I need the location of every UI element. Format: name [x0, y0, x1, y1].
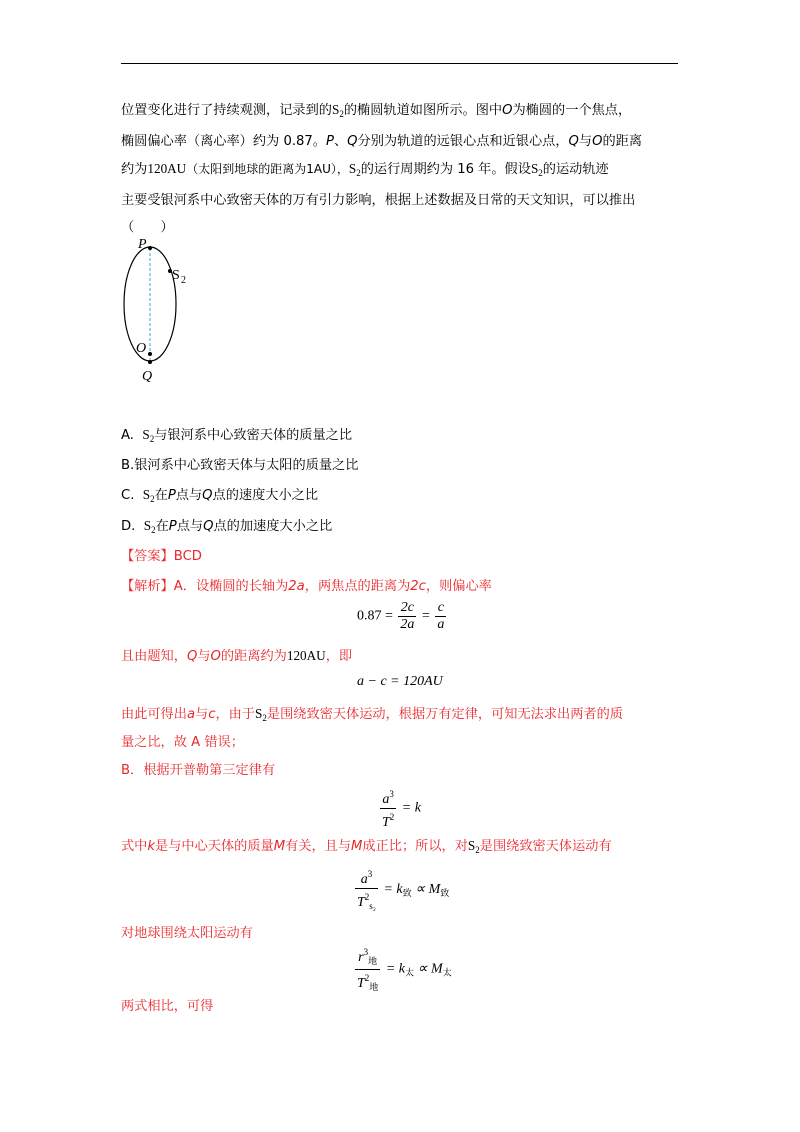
option-a[interactable]: A. $S_2$与银河系中心致密天体的质量之比	[121, 427, 353, 444]
analysis-line-6: 式中k是与中心天体的质量M有关，且与M成正比；所以，对$S_2$是围绕致密天体运动有	[121, 838, 612, 855]
option-c[interactable]: C. $S_2$在P点与Q点的速度大小之比	[121, 487, 319, 504]
question-line-1: 位置变化进行了持续观测，记录到的$S_2$的椭圆轨道如图所示。图中O为椭圆的一个焦点，	[121, 102, 632, 119]
focus-o	[148, 352, 152, 356]
equation-distance: a − c = 120AU	[357, 674, 443, 689]
analysis-line-8: 两式相比，可得	[121, 999, 214, 1014]
question-line-5: （ ）	[121, 220, 174, 235]
option-b[interactable]: B.银河系中心致密天体与太阳的质量之比	[121, 458, 359, 473]
answer-label: 【答案】	[121, 549, 174, 564]
question-line-3: 约为120AU（太阳到地球的距离为1AU），$S_2$的运行周期约为 16 年。假设$S_2$的运动轨迹	[121, 161, 609, 178]
analysis-line-5: B．根据开普勒第三定律有	[121, 763, 276, 778]
answer-value: BCD	[173, 549, 202, 564]
point-q	[148, 360, 152, 364]
option-d[interactable]: D. $S_2$在P点与Q点的加速度大小之比	[121, 518, 333, 535]
question-line-4: 主要受银河系中心致密天体的万有引力影响，根据上述数据及日常的天文知识，可以推出	[121, 193, 636, 208]
answer-line	[121, 545, 202, 564]
equation-s2-orbit: $\frac{a^3}{T^2_{s_2}}$ = $k_致 \propto M_致$	[353, 866, 449, 914]
point-p	[148, 246, 152, 250]
label-p: P	[138, 237, 147, 252]
equation-earth-orbit: $\frac{r^3_地}{T^2_地}$ = $k_太 \propto M_太$	[353, 944, 452, 995]
equation-eccentricity: 0.87 = $\frac{2c}{2a}$ = $\frac{c}{a}$	[357, 600, 445, 632]
label-s: S	[172, 268, 180, 283]
analysis-line-2: 且由题知，Q与O的距离约为120AU，即	[121, 648, 353, 664]
analysis-line-3: 由此可得出a与c，由于$S_2$是围绕致密天体运动，根据万有定律，可知无法求出两者的质	[121, 706, 623, 723]
equation-kepler: $\frac{a^3}{T^2}$ = k	[378, 786, 421, 831]
orbit-figure	[115, 234, 205, 384]
label-o: O	[136, 341, 147, 356]
header-rule	[121, 63, 678, 64]
question-line-2: 椭圆偏心率（离心率）约为 0.87。P、Q分别为轨道的远银心点和近银心点，Q与O的距离	[121, 134, 643, 149]
analysis-line-4: 量之比，故 A 错误；	[121, 735, 244, 750]
label-q: Q	[142, 369, 153, 384]
question-text	[121, 96, 681, 241]
label-s-sub: 2	[181, 275, 186, 286]
analysis-line-1: 【解析】A．设椭圆的长轴为2a，两焦点的距离为2c，则偏心率	[121, 579, 492, 594]
analysis-line-7: 对地球围绕太阳运动有	[121, 926, 253, 941]
